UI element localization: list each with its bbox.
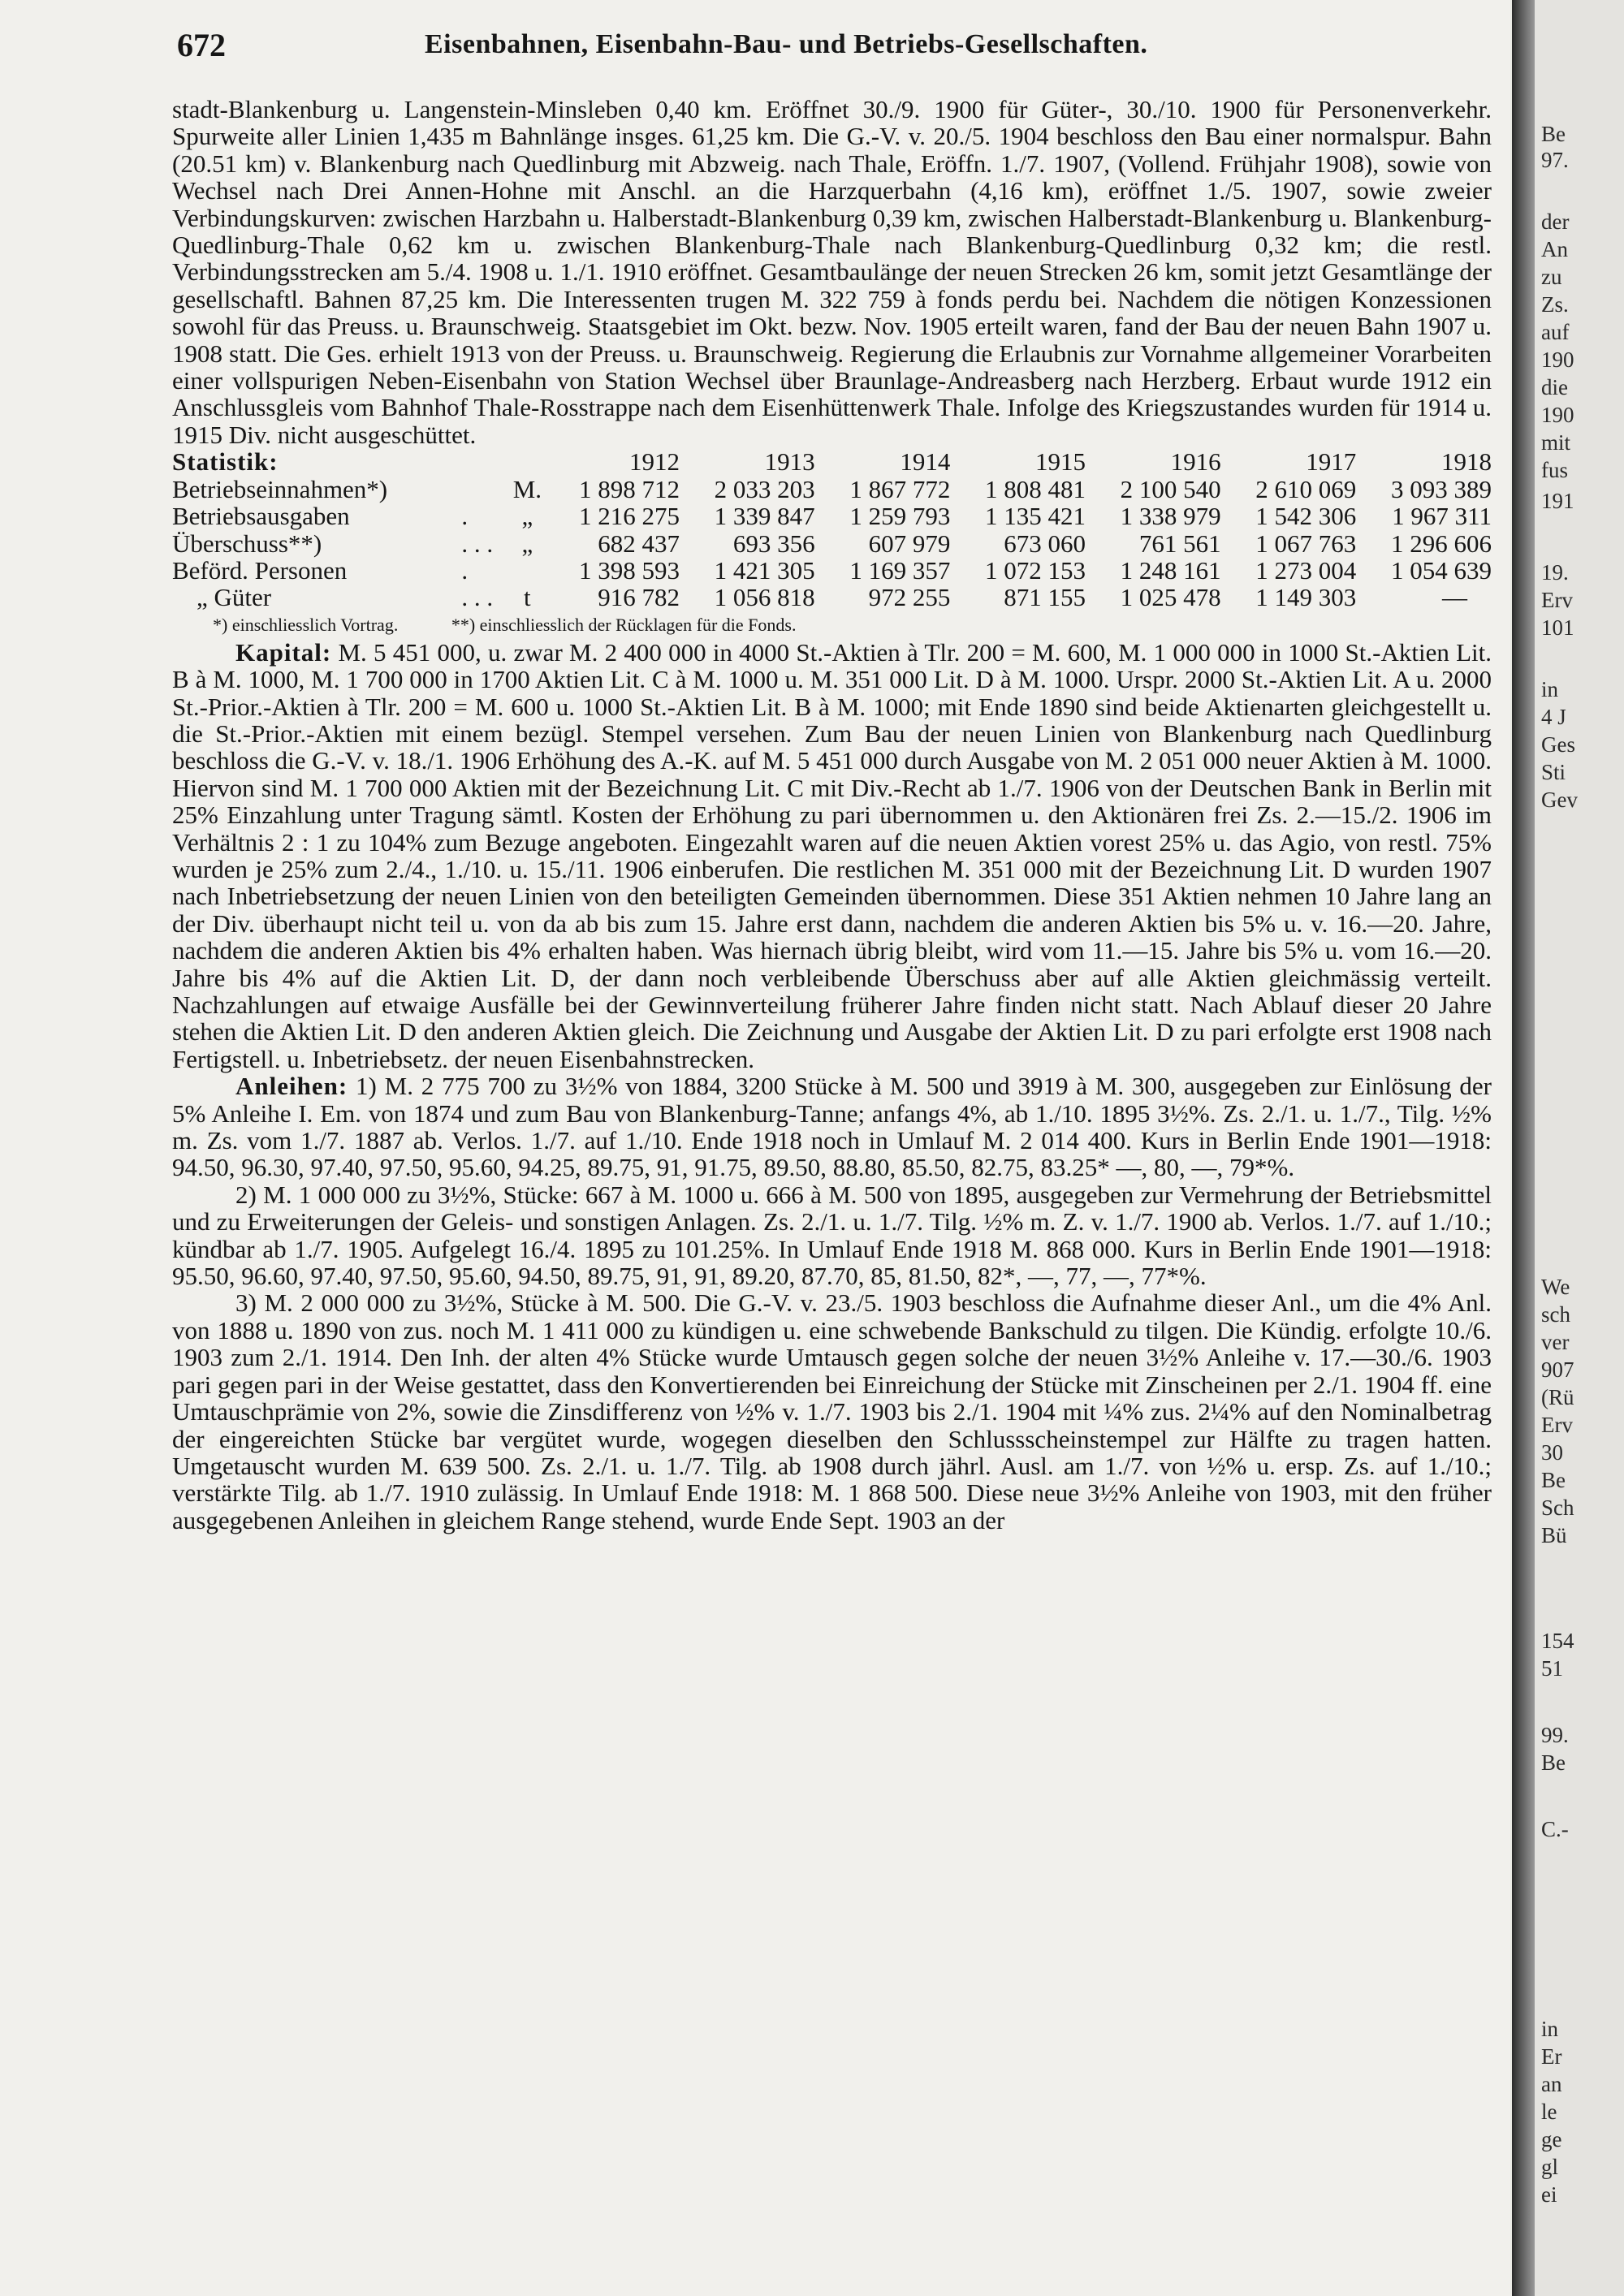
adjacent-fragment: Ges [1541, 732, 1575, 757]
adjacent-fragment: zu [1541, 265, 1562, 289]
year-header: 1912 [629, 447, 680, 477]
adjacent-fragment: Erv [1541, 588, 1573, 612]
table-cell: 2 033 203 [714, 474, 815, 503]
adjacent-fragment: le [1541, 2100, 1557, 2124]
kapital-text: M. 5 451 000, u. zwar M. 2 400 000 in 4000 St.-Aktien à Tlr. 200 = M. 600, M. 1 000 000 in 1000 St.-Aktien Lit. B à M. 1000, M. 1 700 000 in 1700 Aktien Lit. C à M. 1000 u. M. 351 000 Lit. D à M. 1000. Urspr. 2000 St.-Aktien Lit. A u. 2000 St.-Prior.-Aktien à Tlr. 200 = M. 600 u. 1000 St.-Aktien Lit. B à M. 1000; mit Ende 1890 sind beide Aktienarten gleichgestellt u. die St.-Prior.-Aktien mit einem bezügl. Stempel versehen. Zum Bau der neuen Linien von Blankenburg nach Quedlinburg beschloss die G.-V. v. 18./1. 1906 Erhöhung des A.-K. auf M. 5 451 000 durch Ausgabe von M. 2 051 000 neuer Aktien à M. 1000. Hiervon sind M. 1 700 000 Aktien mit der Bezeichnung Lit. C mit Div.-Recht ab 1./7. 1906 von der Deutschen Bank in Berlin mit 25% Einzahlung unter Tragung sämtl. Kosten der Erhöhung zu pari übernommen u. den Aktionären frei Zs. 2.—15./2. 1906 im Verhältnis 2 : 1 zu 104% zum Bezuge angeboten. Eingezahlt waren auf die neuen Aktien vorest 25% u. das Agio, von restl. 75% wurden je 25% zum 2./4., 1./10. u. 15./11. 1906 einberufen. Die restlichen M. 351 000 mit der Bezeichnung Lit. D wurden 1907 nach Inbetriebsetzung der neuen Linien von den beteiligten Gemeinden übernommen. Diese 351 Aktien nehmen 10 Jahre lang an der Div. überhaupt nicht teil u. von da ab bis zum 15. Jahre erst dann, nachdem die anderen Aktien bis 5% u. v. 16.—20. Jahre, nachdem die anderen Aktien bis 4% erhalten haben. Was hiernach übrig bleibt, wird vom 11.—15. Jahre bis 5% u. vom 16.—20. Jahre bis 4% auf die Aktien Lit. D, der dann noch verbleibende Überschuss aber auf alle Aktien gleichmässig verteilt. Nachzahlungen auf etwaige Ausfälle bei der Gewinnverteilung früherer Jahre finden nicht statt. Nach Ablauf dieser 20 Jahre stehen die Aktien Lit. D den anderen Aktien gleich. Die Zeichnung und Ausgabe der Aktien Lit. D zu pari erfolgte erst 1908 nach Fertigstell. u. Inbetriebsetz. der neuen Eisenbahnstrecken. [172, 637, 1492, 1073]
table-cell: 916 782 [598, 583, 680, 612]
row-label: Überschuss**) [172, 529, 322, 558]
adjacent-fragment: gl [1541, 2155, 1559, 2179]
row-label: Betriebseinnahmen*) [172, 474, 388, 503]
adjacent-fragment: ver [1541, 1330, 1570, 1354]
table-cell: — [1442, 583, 1467, 612]
footnote: *) einschliesslich Vortrag. [213, 614, 399, 635]
table-cell: 1 542 306 [1255, 502, 1357, 531]
anleihen-paragraph-1 [172, 1072, 1492, 1181]
adjacent-fragment: We [1541, 1275, 1570, 1299]
year-header: 1916 [1170, 447, 1221, 477]
table-row [172, 530, 1492, 557]
statistik-table [172, 448, 1492, 611]
adjacent-fragment: ge [1541, 2127, 1562, 2151]
adjacent-fragment: fus [1541, 458, 1568, 482]
table-cell: 1 072 153 [984, 555, 1086, 585]
row-unit: t [524, 583, 531, 612]
adjacent-fragment: Bü [1541, 1523, 1567, 1547]
table-cell: 1 808 481 [984, 474, 1086, 503]
adjacent-fragment: Gev [1541, 788, 1578, 812]
table-cell: 761 561 [1138, 529, 1221, 558]
table-cell: 1 056 818 [714, 583, 815, 612]
table-row [172, 476, 1492, 503]
adjacent-fragment: in [1541, 677, 1559, 701]
statistik-label: Statistik: [172, 447, 279, 477]
adjacent-page-edge [1535, 0, 1624, 2296]
adjacent-fragment: ei [1541, 2182, 1557, 2207]
table-cell: 1 169 357 [849, 555, 951, 585]
row-dots: . . . [461, 583, 494, 612]
adjacent-fragment: Erv [1541, 1413, 1573, 1437]
adjacent-fragment: 51 [1541, 1656, 1563, 1681]
row-dots [461, 476, 510, 503]
adjacent-fragment: Er [1541, 2044, 1562, 2069]
table-cell: 1 398 593 [579, 555, 680, 585]
adjacent-fragment: sch [1541, 1302, 1570, 1327]
adjacent-fragment: an [1541, 2072, 1562, 2096]
table-cell: 607 979 [868, 529, 951, 558]
table-row [172, 557, 1492, 584]
table-cell: 2 610 069 [1255, 474, 1357, 503]
table-cell: 1 216 275 [579, 502, 680, 531]
anleihen-paragraph-3: 3) M. 2 000 000 zu 3½%, Stücke à M. 500. Die G.-V. v. 23./5. 1903 beschloss die Aufnahme dieser Anl., um die 4% Anl. von 1888 u. 1890 von zus. noch M. 1 411 000 zu kündigen u. eine schwebende Bankschuld zu tilgen. Die Kündig. erfolgte 10./6. 1903 zum 2./1. 1914. Den Inh. der alten 4% Stücke wurde Umtausch gegen solche der neuen 3½% Anleihe v. 17.—30./6. 1903 pari gegen pari in der Weise gestattet, dass den Konvertierenden bei Einreichung der Stücke mit Zinscheinen per 2./1. 1904 ff. eine Umtauschprämie von 2%, sowie die Zinsdifferenz von ½% v. 1./7. 1903 bis 2./1. 1904 mit ¼% zus. 2¼% auf den Nominalbetrag der eingereichten Stücke bar vergütet wurde, wogegen dieselben den Schlussscheinstempel zur Hälfte zu tragen hatten. Umgetauscht wurden M. 639 500. Zs. 2./1. u. 1./7. Tilg. ab 1908 durch jährl. Ausl. am 1./7. von ½% u. ersp. Zs. auf 1./10.; verstärkte Tilg. ab 1./7. 1910 zulässig. In Umlauf Ende 1918: M. 1 868 500. Diese neue 3½% Anleihe von 1903, mit den früher ausgegebenen Anleihen in gleichem Range stehend, wurde Ende Sept. 1903 an der [172, 1288, 1492, 1534]
row-unit: „ [521, 529, 533, 558]
table-cell: 1 421 305 [714, 555, 815, 585]
table-cell: 1 273 004 [1255, 555, 1357, 585]
kapital-paragraph [172, 639, 1492, 1073]
table-cell: 693 356 [732, 529, 815, 558]
table-cell: 2 100 540 [1120, 474, 1221, 503]
table-cell: 1 296 606 [1391, 529, 1492, 558]
table-cell: 1 025 478 [1120, 583, 1221, 612]
adjacent-fragment: C.- [1541, 1817, 1569, 1841]
adjacent-fragment: der [1541, 209, 1570, 234]
table-cell: 673 060 [1004, 529, 1086, 558]
table-cell: 871 155 [1004, 583, 1086, 612]
row-label: Betriebsausgaben [172, 502, 350, 531]
row-unit [510, 557, 544, 584]
year-header: 1917 [1306, 447, 1357, 477]
anleihen-heading: Anleihen: [235, 1072, 348, 1101]
adjacent-fragment: Zs. [1541, 292, 1569, 317]
adjacent-fragment: in [1541, 2017, 1559, 2041]
statistik-header-row [172, 448, 1492, 475]
book-gutter-shadow [1512, 0, 1535, 2296]
table-cell: 1 967 311 [1392, 502, 1492, 531]
table-cell: 682 437 [598, 529, 680, 558]
kapital-heading: Kapital: [235, 637, 332, 667]
row-unit: M. [512, 474, 542, 503]
table-cell: 3 093 389 [1391, 474, 1492, 503]
table-cell: 1 149 303 [1255, 583, 1357, 612]
adjacent-fragment: 4 J [1541, 705, 1566, 729]
adjacent-fragment: 154 [1541, 1629, 1574, 1653]
table-cell: 1 248 161 [1120, 555, 1221, 585]
adjacent-fragment: Sti [1541, 760, 1566, 784]
adjacent-fragment: Be [1541, 122, 1566, 146]
adjacent-fragment: 97. [1541, 148, 1569, 172]
anleihen-paragraph-2: 2) M. 1 000 000 zu 3½%, Stücke: 667 à M. 1000 u. 666 à M. 500 von 1895, ausgegeben zur Vermehrung der Betriebsmittel und zu Erweiterungen der Geleis- und sonstigen Anlagen. Zs. 2./1. u. 1./7. Tilg. ½% m. Z. v. 1./7. 1900 ab. Verlos. 1./7. auf 1./10.; kündbar ab 1./7. 1905. Aufgelegt 16./4. 1895 zu 101.25%. In Umlauf Ende 1918 M. 868 000. Kurs in Berlin Ende 1901—1918: 95.50, 96.60, 97.40, 97.50, 95.60, 94.50, 89.75, 91, 91, 89.20, 87.70, 85, 81.50, 82*, —, 77, —, 77*%. [172, 1180, 1492, 1291]
anleihen-text-1: 1) M. 2 775 700 zu 3½% von 1884, 3200 Stücke à M. 500 und 3919 à M. 300, ausgegeben zur Einlösung der 5% Anleihe I. Em. von 1874 und zum Bau von Blankenburg-Tanne; anfangs 4%, ab 1./10. 1895 3½%. Zs. 2./1. u. 1./7., Tilg. ½% m. Zs. vom 1./7. 1887 ab. Verlos. 1./7. auf 1./10. Ende 1918 noch in Umlauf M. 2 014 400. Kurs in Berlin Ende 1901—1918: 94.50, 96.30, 97.40, 97.50, 95.60, 94.25, 89.75, 91, 91.75, 89.50, 88.80, 85.50, 82.75, 83.25* —, 80, —, 79*%. [172, 1072, 1492, 1182]
adjacent-fragment: auf [1541, 320, 1570, 344]
table-cell: 1 339 847 [714, 502, 815, 531]
adjacent-fragment: Be [1541, 1468, 1566, 1492]
row-label: Beförd. Personen [172, 555, 348, 585]
adjacent-fragment: 30 [1541, 1440, 1563, 1465]
table-row [172, 584, 1492, 611]
body-text [172, 96, 1492, 1534]
table-cell: 1 338 979 [1120, 502, 1221, 531]
adjacent-fragment: 101 [1541, 615, 1574, 640]
adjacent-fragment: Be [1541, 1750, 1566, 1775]
adjacent-fragment: 191 [1541, 489, 1574, 513]
row-dots: . [461, 502, 469, 531]
page-number: 672 [177, 27, 226, 63]
year-header: 1918 [1441, 447, 1492, 477]
table-row [172, 503, 1492, 529]
table-cell: 1 867 772 [849, 474, 951, 503]
table-cell: 972 255 [868, 583, 951, 612]
row-unit: „ [521, 502, 533, 531]
adjacent-fragment: 190 [1541, 347, 1574, 372]
page-header [177, 23, 1492, 71]
table-cell: 1 067 763 [1255, 529, 1357, 558]
adjacent-fragment: mit [1541, 430, 1571, 455]
table-cell: 1 898 712 [579, 474, 680, 503]
year-header: 1915 [1034, 447, 1086, 477]
table-footnotes [172, 611, 1492, 639]
row-dots: . [461, 555, 469, 585]
adjacent-fragment: An [1541, 237, 1568, 261]
adjacent-fragment: 19. [1541, 560, 1569, 585]
row-dots: . . . [461, 529, 494, 558]
footnote: **) einschliesslich der Rücklagen für die Fonds. [451, 614, 797, 635]
table-cell: 1 135 421 [984, 502, 1086, 531]
table-cell: 1 054 639 [1391, 555, 1492, 585]
adjacent-fragment: 99. [1541, 1723, 1569, 1747]
adjacent-fragment: (Rü [1541, 1385, 1574, 1409]
year-header: 1914 [900, 447, 951, 477]
adjacent-fragment: 907 [1541, 1357, 1574, 1382]
year-header: 1913 [764, 447, 815, 477]
running-title: Eisenbahnen, Eisenbahn-Bau- und Betriebs-Gesellschaften. [425, 29, 1148, 59]
table-cell: 1 259 793 [849, 502, 951, 531]
intro-paragraph: stadt-Blankenburg u. Langenstein-Minsleben 0,40 km. Eröffnet 30./9. 1900 für Güter-, 30./10. 1900 für Personenverkehr. Spurweite aller Linien 1,435 m Bahnlänge insges. 61,25 km. Die G.-V. v. 20./5. 1904 beschloss den Bau einer normalspur. Bahn (20.51 km) v. Blankenburg nach Quedlinburg mit Abzweig. nach Thale, Eröffn. 1./7. 1907, (Vollend. Frühjahr 1908), sowie von Wechsel nach Drei Annen-Hohne mit Anschl. an die Harzquerbahn (4,16 km), eröffnet 1./5. 1907, sowie zweier Verbindungskurven: zwischen Harzbahn u. Halberstadt-Blankenburg 0,39 km, zwischen Halberstadt-Blankenburg u. Blankenburg-Quedlinburg-Thale 0,62 km u. zwischen Blankenburg-Thale nach Blankenburg-Quedlinburg 0,32 km; die restl. Verbindungsstrecken am 5./4. 1908 u. 1./1. 1910 eröffnet. Gesamtbaulänge der neuen Strecken 26 km, somit jetzt Gesamtlänge der gesellschaftl. Bahnen 87,25 km. Die Interessenten trugen M. 322 759 à fonds perdu bei. Nachdem die nötigen Konzessionen sowohl für das Preuss. u. Braunschweig. Staatsgebiet im Okt. bezw. Nov. 1905 erteilt waren, fand der Bau der neuen Bahn 1907 u. 1908 statt. Die Ges. erhielt 1913 von der Preuss. u. Braunschweig. Regierung die Erlaubnis zur Vornahme allgemeiner Vorarbeiten einer vollspurigen Neben-Eisenbahn von Station Wechsel über Braunlage-Andreasberg nach Herzberg. Erbaut wurde 1912 ein Anschlussgleis vom Bahnhof Thale-Rosstrappe nach dem Eisenhüttenwerk Thale. Infolge des Kriegszustandes wurden für 1914 u. 1915 Div. nicht ausgeschüttet. [172, 95, 1492, 449]
adjacent-fragment: Sch [1541, 1495, 1574, 1520]
adjacent-fragment: 190 [1541, 403, 1574, 427]
row-label: „ Güter [197, 583, 272, 612]
adjacent-fragment: die [1541, 375, 1568, 399]
